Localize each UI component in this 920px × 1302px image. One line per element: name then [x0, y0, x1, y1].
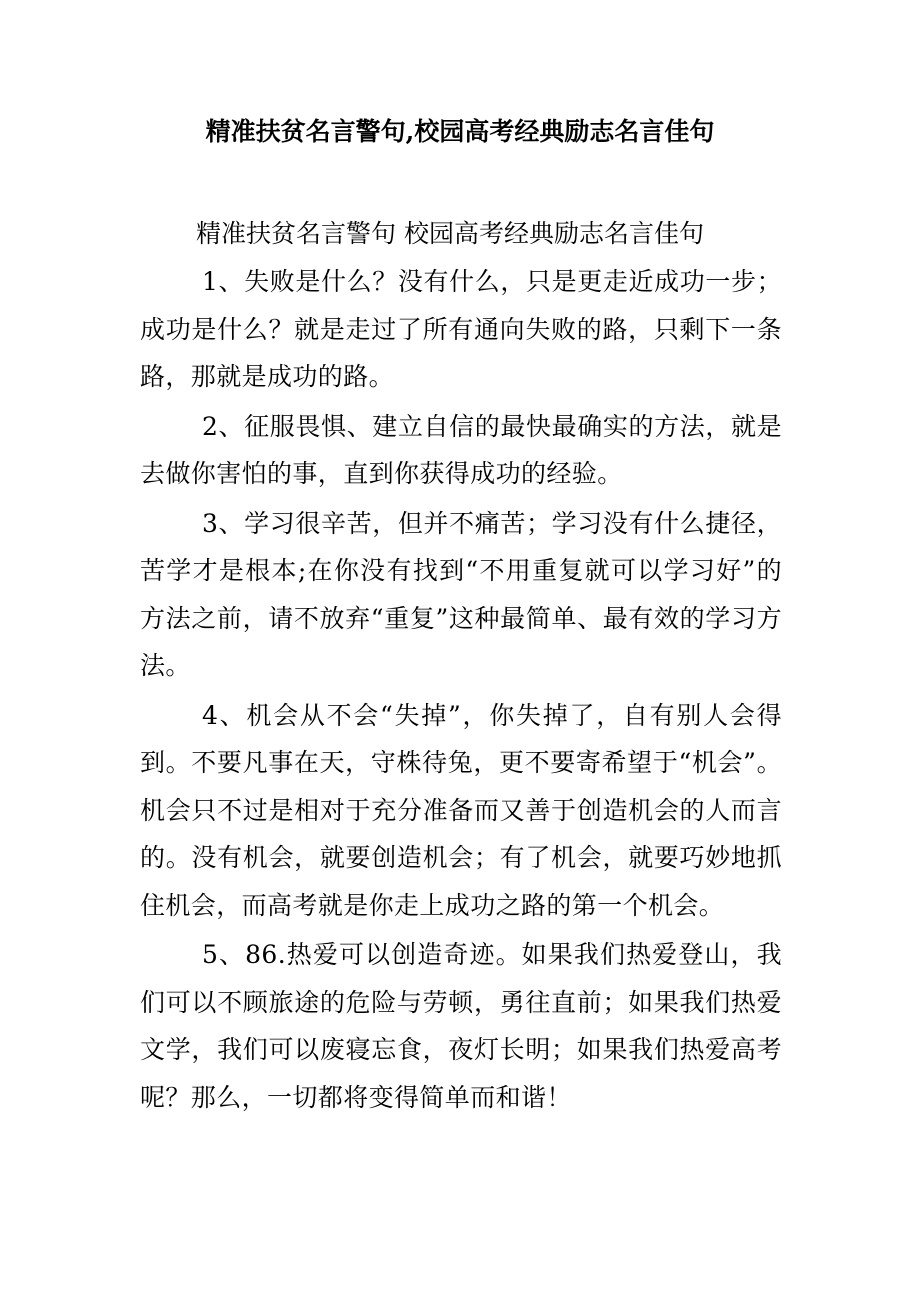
quote-paragraph-2: 2、征服畏惧、建立自信的最快最确实的方法，就是去做你害怕的事，直到你获得成功的经验。: [140, 411, 782, 488]
document-title: 精准扶贫名言警句,校园高考经典励志名言佳句: [205, 117, 715, 146]
document-body: [140, 258, 782, 1123]
quote-paragraph-4: 4、机会从不会“失掉”，你失掉了，自有别人会得到。不要凡事在天，守株待兔，更不要寄希望于“机会”。机会只不过是相对于充分准备而又善于创造机会的人而言的。没有机会，就要创造机会；有了机会，就要巧妙地抓住机会，而高考就是你走上成功之路的第一个机会。: [140, 700, 782, 920]
quote-paragraph-3: 3、学习很辛苦，但并不痛苦；学习没有什么捷径，苦学才是根本;在你没有找到“不用重复就可以学习好”的方法之前，请不放弃“重复”这种最简单、最有效的学习方法。: [140, 508, 782, 680]
quote-paragraph-1: 1、失败是什么？没有什么，只是更走近成功一步；成功是什么？就是走过了所有通向失败的路，只剩下一条路，那就是成功的路。: [140, 267, 782, 391]
document-subtitle: 精准扶贫名言警句 校园高考经典励志名言佳句: [196, 219, 704, 248]
quote-paragraph-5: 5、86.热爱可以创造奇迹。如果我们热爱登山，我们可以不顾旅途的危险与劳顿，勇往直前；如果我们热爱文学，我们可以废寝忘食，夜灯长明；如果我们热爱高考呢？那么，一切都将变得简单而和谐！: [140, 940, 782, 1112]
